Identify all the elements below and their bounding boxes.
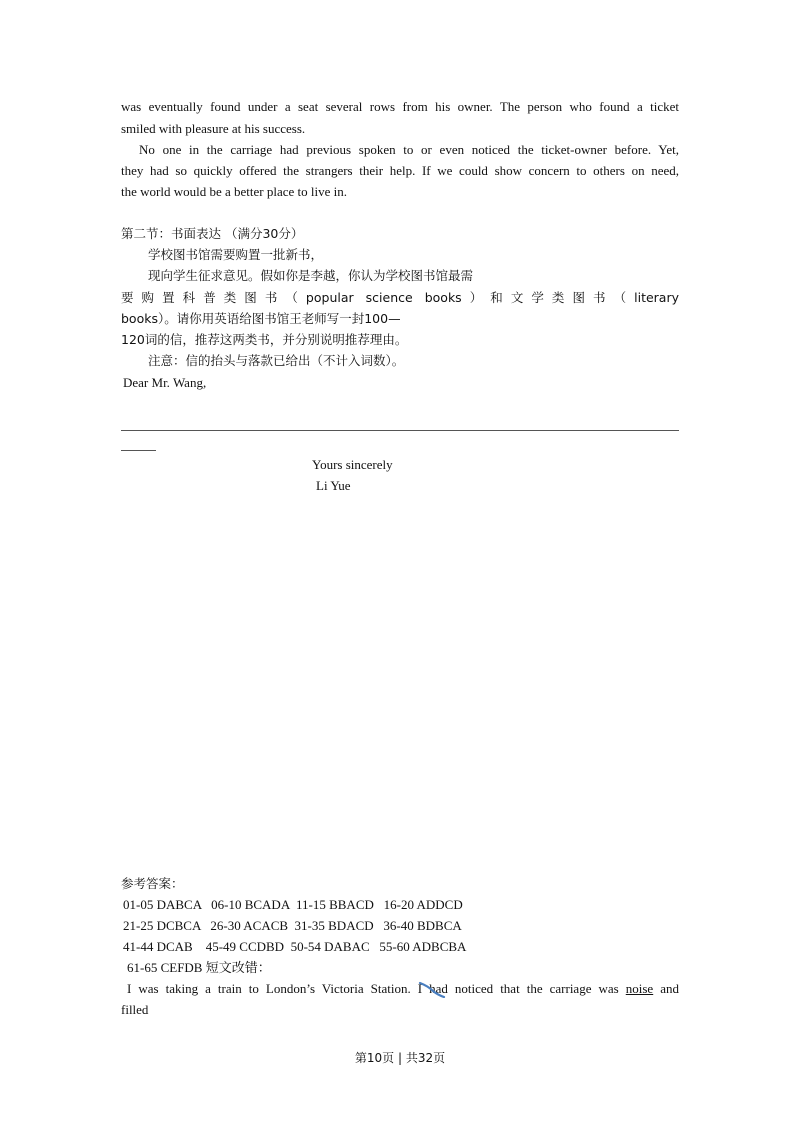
answers-row-1: 01-05 DABCA 06-10 BCADA 11-15 BBACD 16-20 ADDCD bbox=[123, 897, 463, 912]
writing-prompt-2: 现向学生征求意见。假如你是李越，你认为学校图书馆最需 bbox=[148, 268, 474, 283]
passage-line-4: they had so quickly offered the strangers their help. If we could show concern to others on need, bbox=[121, 163, 679, 178]
correction-text-after: and bbox=[653, 981, 679, 996]
writing-answer-line bbox=[121, 430, 679, 431]
writing-prompt-5: 120词的信，推荐这两类书，并分别说明推荐理由。 bbox=[121, 332, 408, 347]
writing-prompt-4: books）。请你用英语给图书馆王老师写一封100— bbox=[121, 311, 401, 326]
passage-line-5: the world would be a better place to live in. bbox=[121, 184, 347, 199]
writing-heading: 第二节：书面表达 （满分30分） bbox=[121, 226, 304, 241]
page-footer: 第10页 | 共32页 bbox=[354, 1051, 446, 1065]
writing-prompt-1: 学校图书馆需要购置一批新书， bbox=[148, 247, 324, 262]
passage-line-1: was eventually found under a seat several rows from his owner. The person who found a ticket bbox=[121, 99, 679, 114]
delete-mark-icon bbox=[418, 980, 446, 998]
answers-row-4: 61-65 CEFDB 短文改错： bbox=[127, 960, 271, 975]
writing-answer-line-end bbox=[121, 450, 156, 451]
answers-row-2: 21-25 DCBCA 26-30 ACACB 31-35 BDACD 36-40 BDBCA bbox=[123, 918, 462, 933]
answers-heading: 参考答案： bbox=[121, 876, 184, 891]
letter-salutation: Dear Mr. Wang, bbox=[123, 375, 207, 390]
passage-line-3: No one in the carriage had previous spoken to or even noticed the ticket-owner before. Yet, bbox=[139, 142, 679, 157]
correction-text-before: I was taking a train to London’s Victoria Station. I had noticed that the carriage was bbox=[127, 981, 626, 996]
answers-row-3: 41-44 DCAB 45-49 CCDBD 50-54 DABAC 55-60 ADBCBA bbox=[123, 939, 467, 954]
writing-prompt-3: 要购置科普类图书（popular science books）和文学类图书（literary bbox=[121, 290, 679, 305]
letter-signature: Li Yue bbox=[316, 478, 351, 493]
passage-line-2: smiled with pleasure at his success. bbox=[121, 121, 306, 136]
correction-line-2: filled bbox=[121, 1002, 149, 1017]
writing-note: 注意：信的抬头与落款已给出（不计入词数）。 bbox=[148, 353, 405, 368]
letter-closing: Yours sincerely bbox=[312, 457, 393, 472]
correction-underlined-word: noise bbox=[625, 981, 654, 996]
correction-line-1 bbox=[127, 980, 679, 998]
